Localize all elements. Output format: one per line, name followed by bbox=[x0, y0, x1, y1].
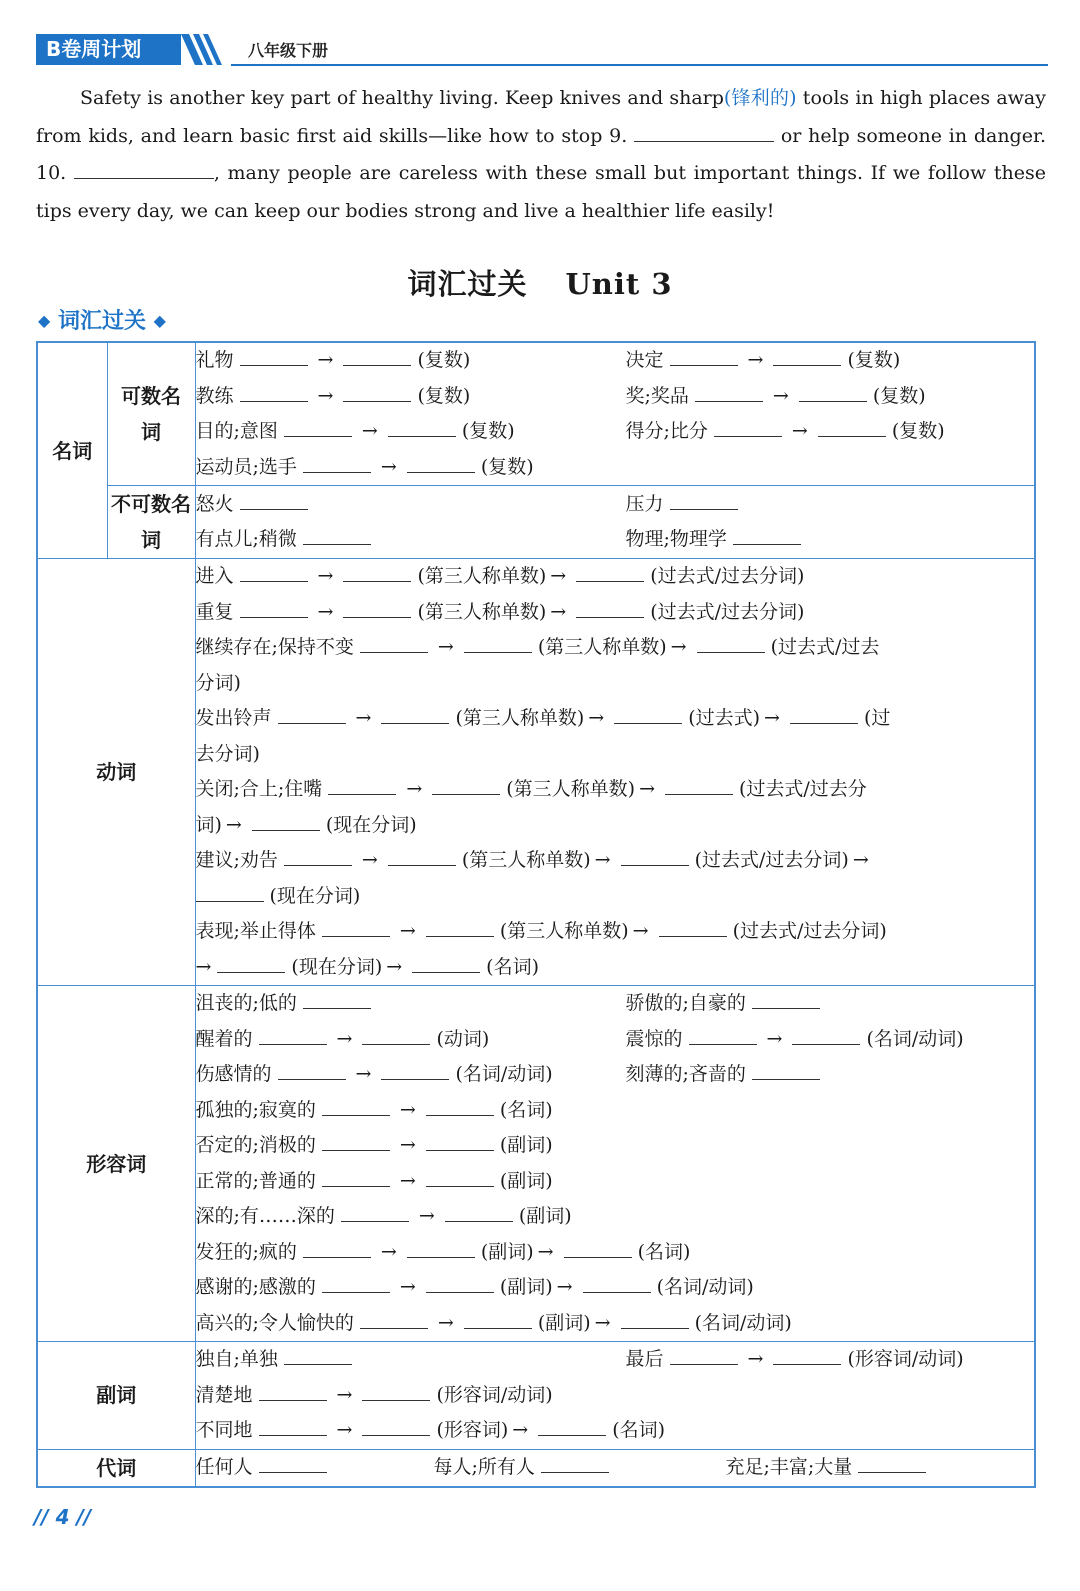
answer-blank[interactable] bbox=[752, 1057, 820, 1080]
answer-blank[interactable] bbox=[362, 1378, 430, 1401]
table-row bbox=[37, 986, 1035, 1342]
grade-label: 八年级下册 bbox=[248, 41, 329, 60]
answer-blank[interactable] bbox=[278, 1057, 346, 1080]
answer-blank[interactable] bbox=[621, 843, 689, 866]
answer-blank[interactable] bbox=[259, 1450, 327, 1473]
category-uncountable: 不可数名词 bbox=[107, 486, 195, 559]
answer-blank[interactable] bbox=[362, 1413, 430, 1436]
diamond-icon: ◆ bbox=[153, 311, 166, 330]
answer-blank[interactable] bbox=[278, 701, 346, 724]
answer-blank[interactable] bbox=[303, 1235, 371, 1258]
answer-blank[interactable] bbox=[670, 343, 738, 366]
answer-blank[interactable] bbox=[621, 1306, 689, 1329]
passage-text-3: or help someone in danger. 10. bbox=[36, 124, 1047, 184]
answer-blank[interactable] bbox=[464, 630, 532, 653]
passage-hint: (锋利的) bbox=[723, 87, 797, 109]
list-item: 怒火 压力 bbox=[196, 487, 1035, 523]
answer-blank[interactable] bbox=[665, 772, 733, 795]
list-item: 去分词) bbox=[195, 742, 260, 765]
list-item: 清楚地 → (形容词/动词) bbox=[196, 1378, 1035, 1414]
list-item: 醒着的 → (动词) 震惊的 → (名词/动词) bbox=[196, 1022, 1035, 1058]
list-item: 正常的;普通的 → (副词) bbox=[196, 1164, 1035, 1200]
answer-blank[interactable] bbox=[360, 1306, 428, 1329]
list-item: 运动员;选手 → (复数) bbox=[196, 450, 1035, 486]
answer-blank[interactable] bbox=[217, 950, 285, 973]
list-item: 继续存在;保持不变 → (第三人称单数) → (过去式/过去 bbox=[196, 630, 1035, 666]
passage-text-2: tools in high places away from kids, and learn basic first aid skills—like how to stop 9. bbox=[36, 87, 1046, 147]
answer-blank[interactable] bbox=[538, 1413, 606, 1436]
answer-blank[interactable] bbox=[303, 522, 371, 545]
answer-blank[interactable] bbox=[773, 1342, 841, 1365]
section-heading bbox=[38, 304, 166, 335]
answer-blank[interactable] bbox=[322, 1093, 390, 1116]
page-title bbox=[0, 262, 1080, 303]
list-item: 进入 → (第三人称单数) → (过去式/过去分词) bbox=[196, 559, 1035, 595]
answer-blank[interactable] bbox=[284, 1342, 352, 1365]
answer-blank[interactable] bbox=[322, 1164, 390, 1187]
category-adverb: 副词 bbox=[37, 1342, 195, 1450]
list-item: 礼物 → (复数) 决定 → (复数) bbox=[196, 343, 1035, 379]
list-item: 孤独的;寂寞的 → (名词) bbox=[196, 1093, 1035, 1129]
answer-blank[interactable] bbox=[196, 879, 264, 902]
answer-blank[interactable] bbox=[388, 414, 456, 437]
answer-blank[interactable] bbox=[426, 1270, 494, 1293]
category-pronoun: 代词 bbox=[37, 1449, 195, 1487]
passage-text-4: , many people are careless with these small but important things. If we follow these tips every day, we can keep our bodies strong and live a healthier life easily! bbox=[36, 162, 1046, 222]
answer-blank[interactable] bbox=[240, 559, 308, 582]
table-row bbox=[37, 1449, 1035, 1487]
adverbs bbox=[195, 1342, 1035, 1450]
answer-blank[interactable] bbox=[343, 595, 411, 618]
section-heading-text: 词汇过关 bbox=[57, 309, 146, 334]
reading-passage bbox=[36, 80, 1046, 230]
verbs bbox=[195, 559, 1035, 986]
answer-blank[interactable] bbox=[303, 986, 371, 1009]
answer-blank[interactable] bbox=[670, 1342, 738, 1365]
answer-blank[interactable] bbox=[240, 379, 308, 402]
list-item: 深的;有……深的 → (副词) bbox=[196, 1199, 1035, 1235]
answer-blank[interactable] bbox=[341, 1199, 409, 1222]
answer-blank[interactable] bbox=[284, 843, 352, 866]
list-item: 重复 → (第三人称单数) → (过去式/过去分词) bbox=[196, 595, 1035, 631]
answer-blank[interactable] bbox=[576, 595, 644, 618]
answer-blank[interactable] bbox=[426, 914, 494, 937]
answer-blank[interactable] bbox=[858, 1450, 926, 1473]
answer-blank[interactable] bbox=[792, 1022, 860, 1045]
answer-blank[interactable] bbox=[541, 1450, 609, 1473]
list-item: 伤感情的 → (名词/动词) 刻薄的;吝啬的 bbox=[196, 1057, 1035, 1093]
pronouns bbox=[195, 1449, 1035, 1487]
answer-blank[interactable] bbox=[464, 1306, 532, 1329]
table-row bbox=[37, 486, 1035, 559]
answer-blank[interactable] bbox=[576, 559, 644, 582]
series-tag: B卷周计划 bbox=[36, 34, 181, 65]
list-item: 高兴的;令人愉快的 → (副词) → (名词/动词) bbox=[196, 1306, 1035, 1342]
answer-blank[interactable] bbox=[752, 986, 820, 1009]
answer-blank[interactable] bbox=[388, 843, 456, 866]
category-noun: 名词 bbox=[37, 342, 107, 559]
answer-blank[interactable] bbox=[583, 1270, 651, 1293]
category-countable: 可数名词 bbox=[107, 342, 195, 486]
header-stripes bbox=[181, 34, 231, 65]
answer-blank[interactable] bbox=[432, 772, 500, 795]
list-item: 分词) bbox=[195, 671, 241, 694]
answer-blank[interactable] bbox=[322, 1128, 390, 1151]
answer-blank[interactable] bbox=[360, 630, 428, 653]
answer-blank[interactable] bbox=[252, 808, 320, 831]
answer-blank[interactable] bbox=[240, 595, 308, 618]
header-rule bbox=[231, 64, 1048, 66]
answer-blank[interactable] bbox=[240, 343, 308, 366]
table-row bbox=[37, 342, 1035, 486]
list-item: 目的;意图 → (复数) 得分;比分 → (复数) bbox=[196, 414, 1035, 450]
vocabulary-table bbox=[36, 341, 1036, 1488]
list-item: 感谢的;感激的 → (副词) → (名词/动词) bbox=[196, 1270, 1035, 1306]
answer-blank[interactable] bbox=[407, 450, 475, 473]
answer-blank[interactable] bbox=[362, 1022, 430, 1045]
passage-text-1: Safety is another key part of healthy living. Keep knives and sharp bbox=[80, 87, 724, 109]
list-item: 建议;劝告 → (第三人称单数) → (过去式/过去分词) → bbox=[196, 843, 1035, 879]
answer-blank[interactable] bbox=[240, 487, 308, 510]
answer-blank[interactable] bbox=[328, 772, 396, 795]
list-item: 否定的;消极的 → (副词) bbox=[196, 1128, 1035, 1164]
list-item: 有点儿;稍微 物理;物理学 bbox=[196, 522, 1035, 558]
page-footer bbox=[34, 1505, 91, 1529]
answer-blank[interactable] bbox=[259, 1413, 327, 1436]
answer-blank[interactable] bbox=[412, 950, 480, 973]
answer-blank[interactable] bbox=[695, 379, 763, 402]
table-row bbox=[37, 1342, 1035, 1450]
answer-blank[interactable] bbox=[426, 1093, 494, 1116]
answer-blank[interactable] bbox=[614, 701, 682, 724]
answer-blank[interactable] bbox=[259, 1022, 327, 1045]
list-item: 不同地 → (形容词) → (名词) bbox=[196, 1413, 1035, 1449]
answer-blank[interactable] bbox=[445, 1199, 513, 1222]
adjectives bbox=[195, 986, 1035, 1342]
answer-blank[interactable] bbox=[407, 1235, 475, 1258]
list-item: 教练 → (复数) 奖;奖品 → (复数) bbox=[196, 379, 1035, 415]
answer-blank[interactable] bbox=[790, 701, 858, 724]
blank-9[interactable] bbox=[634, 123, 774, 142]
answer-blank[interactable] bbox=[381, 701, 449, 724]
uncountable-nouns bbox=[195, 486, 1035, 559]
table-row bbox=[37, 559, 1035, 986]
answer-blank[interactable] bbox=[259, 1378, 327, 1401]
answer-blank[interactable] bbox=[343, 559, 411, 582]
title-unit: Unit 3 bbox=[565, 267, 673, 301]
answer-blank[interactable] bbox=[714, 414, 782, 437]
slash-icon: // bbox=[76, 1505, 92, 1529]
list-item: 表现;举止得体 → (第三人称单数) → (过去式/过去分词) bbox=[196, 914, 1035, 950]
list-item: 关闭;合上;住嘴 → (第三人称单数) → (过去式/过去分 bbox=[196, 772, 1035, 808]
slash-icon: // bbox=[34, 1505, 49, 1529]
list-item: (现在分词) bbox=[196, 879, 1035, 915]
list-item: 沮丧的;低的 骄傲的;自豪的 bbox=[196, 986, 1035, 1022]
answer-blank[interactable] bbox=[343, 379, 411, 402]
answer-blank[interactable] bbox=[343, 343, 411, 366]
answer-blank[interactable] bbox=[799, 379, 867, 402]
title-chinese: 词汇过关 bbox=[407, 267, 528, 301]
answer-blank[interactable] bbox=[426, 1128, 494, 1151]
answer-blank[interactable] bbox=[322, 914, 390, 937]
list-item: 发狂的;疯的 → (副词) → (名词) bbox=[196, 1235, 1035, 1271]
category-adjective: 形容词 bbox=[37, 986, 195, 1342]
list-item: 词) → (现在分词) bbox=[196, 808, 1035, 844]
category-verb: 动词 bbox=[37, 559, 195, 986]
answer-blank[interactable] bbox=[689, 1022, 757, 1045]
list-item: → (现在分词) → (名词) bbox=[196, 950, 1035, 986]
list-item: 发出铃声 → (第三人称单数) → (过去式) → (过 bbox=[196, 701, 1035, 737]
answer-blank[interactable] bbox=[697, 630, 765, 653]
diamond-icon: ◆ bbox=[38, 311, 51, 330]
answer-blank[interactable] bbox=[564, 1235, 632, 1258]
answer-blank[interactable] bbox=[670, 487, 738, 510]
countable-nouns bbox=[195, 342, 1035, 486]
blank-10[interactable] bbox=[74, 160, 214, 179]
answer-blank[interactable] bbox=[426, 1164, 494, 1187]
answer-blank[interactable] bbox=[381, 1057, 449, 1080]
answer-blank[interactable] bbox=[322, 1270, 390, 1293]
answer-blank[interactable] bbox=[284, 414, 352, 437]
page-header bbox=[36, 34, 1048, 68]
list-item: 任何人 每人;所有人 充足;丰富;大量 bbox=[196, 1450, 1035, 1486]
answer-blank[interactable] bbox=[818, 414, 886, 437]
list-item: 独自;单独 最后 → (形容词/动词) bbox=[196, 1342, 1035, 1378]
answer-blank[interactable] bbox=[773, 343, 841, 366]
answer-blank[interactable] bbox=[303, 450, 371, 473]
page-number: 4 bbox=[55, 1505, 70, 1529]
answer-blank[interactable] bbox=[733, 522, 801, 545]
answer-blank[interactable] bbox=[659, 914, 727, 937]
